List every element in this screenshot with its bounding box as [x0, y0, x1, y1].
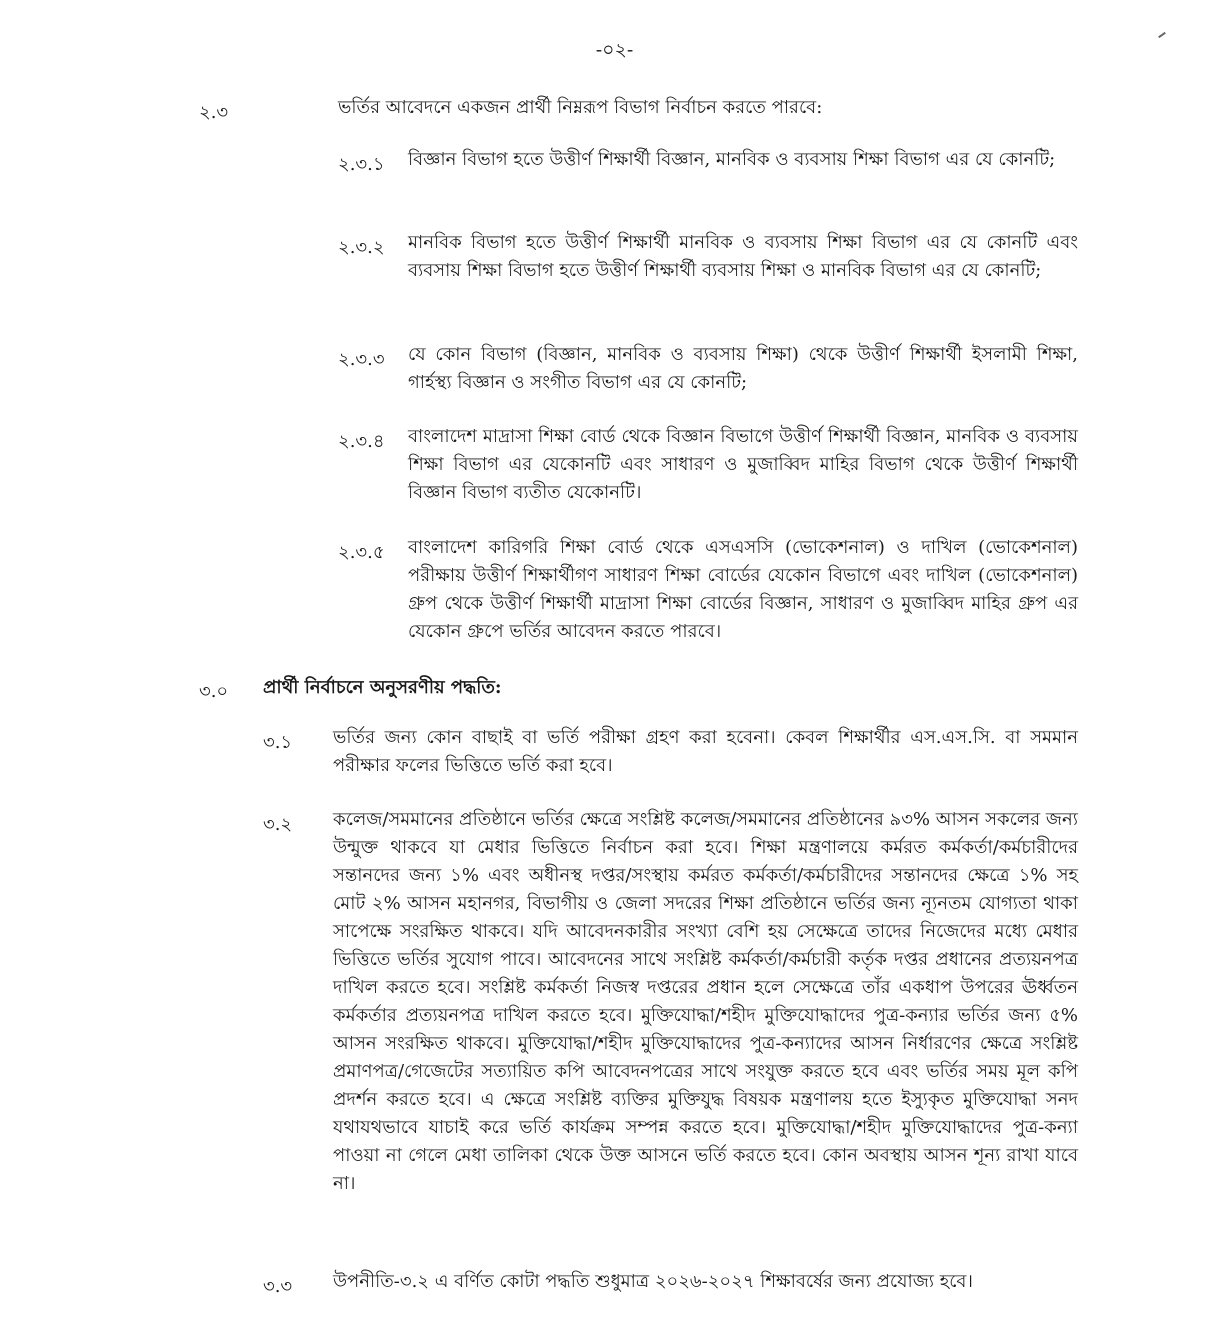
item-number: ২.৩.২ [338, 237, 385, 258]
item-text: উপনীতি-৩.২ এ বর্ণিত কোটা পদ্ধতি শুধুমাত্র ২০২৬-২০২৭ শিক্ষাবর্ষের জন্য প্রযোজ্য হবে। [333, 1271, 973, 1292]
item-number: ৩.২ [263, 814, 293, 835]
item-number: ২.৩.৪ [338, 431, 385, 452]
page-number: -০২- [595, 39, 634, 61]
section-text: ভর্তির আবেদনে একজন প্রার্থী নিম্নরূপ বিভাগ নির্বাচন করতে পারবে: [338, 97, 823, 118]
item-text: বিজ্ঞান বিভাগ হতে উত্তীর্ণ শিক্ষার্থী বিজ্ঞান, মানবিক ও ব্যবসায় শিক্ষা বিভাগ এর যে কোনটি; [408, 149, 1056, 170]
item-text: ভর্তির জন্য কোন বাছাই বা ভর্তি পরীক্ষা গ্রহণ করা হবেনা। কেবল শিক্ষার্থীর এস.এস.সি. বা সমমান পরীক্ষার ফলের ভিত্তিতে ভর্তি করা হবে। [333, 727, 1078, 776]
item-text: বাংলাদেশ কারিগরি শিক্ষা বোর্ড থেকে এসএসসি (ভোকেশনাল) ও দাখিল (ভোকেশনাল) পরীক্ষায় উত্তীর্ণ শিক্ষার্থীগণ সাধারণ শিক্ষা বোর্ডের যেকোন বিভাগে এবং দাখিল (ভোকেশনাল) গ্রুপ থেকে উত্তীর্ণ শিক্ষার্থী মাদ্রাসা শিক্ষা বোর্ডের বিজ্ঞান, সাধারণ ও মুজাব্বিদ মাহির গ্রুপ এর যেকোন গ্রুপে ভর্তির আবেদন করতে পারবে। [408, 537, 1078, 642]
item-text: মানবিক বিভাগ হতে উত্তীর্ণ শিক্ষার্থী মানবিক ও ব্যবসায় শিক্ষা বিভাগ এর যে কোনটি এবং ব্যবসায় শিক্ষা বিভাগ হতে উত্তীর্ণ শিক্ষার্থী ব্যবসায় শিক্ষা ও মানবিক বিভাগ এর যে কোনটি; [408, 232, 1078, 281]
section-heading: প্রার্থী নির্বাচনে অনুসরণীয় পদ্ধতি: [263, 677, 502, 698]
item-number: ২.৩.১ [338, 154, 385, 175]
item-number: ৩.১ [263, 732, 293, 753]
item-text: কলেজ/সমমানের প্রতিষ্ঠানে ভর্তির ক্ষেত্রে সংশ্লিষ্ট কলেজ/সমমানের প্রতিষ্ঠানের ৯৩% আসন সকলের জন্য উন্মুক্ত থাকবে যা মেধার ভিত্তিতে নির্বাচন করা হবে। শিক্ষা মন্ত্রণালয়ে কর্মরত কর্মকর্তা/কর্মচারীদের সন্তানদের জন্য ১% এবং অধীনস্থ দপ্তর/সংস্থায় কর্মরত কর্মকর্তা/কর্মচারীদের সন্তানদের ক্ষেত্রে ১% সহ মোট ২% আসন মহানগর, বিভাগীয় ও জেলা সদরের শিক্ষা প্রতিষ্ঠানে ভর্তির জন্য ন্যূনতম যোগ্যতা থাকা সাপেক্ষে সংরক্ষিত থাকবে। যদি আবেদনকারীর সংখ্যা বেশি হয় সেক্ষেত্রে তাদের নিজেদের মধ্যে মেধার ভিত্তিতে ভর্তির সুযোগ পাবে। আবেদনের সাথে সংশ্লিষ্ট কর্মকর্তা/কর্মচারী কর্তৃক দপ্তর প্রধানের প্রত্যয়নপত্র দাখিল করতে হবে। সংশ্লিষ্ট কর্মকর্তা নিজস্ব দপ্তরের প্রধান হলে সেক্ষেত্রে তাঁর একধাপ উপরের ঊর্ধ্বতন কর্মকর্তার প্রত্যয়নপত্র দাখিল করতে হবে। মুক্তিযোদ্ধা/শহীদ মুক্তিযোদ্ধাদের পুত্র-কন্যার ভর্তির জন্য ৫% আসন সংরক্ষিত থাকবে। মুক্তিযোদ্ধা/শহীদ মুক্তিযোদ্ধাদের পুত্র-কন্যাদের আসন নির্ধারণের ক্ষেত্রে সংশ্লিষ্ট প্রমাণপত্র/গেজেটের সত্যায়িত কপি আবেদনপত্রের সাথে সংযুক্ত করতে হবে এবং ভর্তির সময় মূল কপি প্রদর্শন করতে হবে। এ ক্ষেত্রে সংশ্লিষ্ট ব্যক্তির মুক্তিযুদ্ধ বিষয়ক মন্ত্রণালয় হতে ইস্যুকৃত মুক্তিযোদ্ধা সনদ যথাযথভাবে যাচাই করে ভর্তি কার্যক্রম সম্পন্ন করতে হবে। মুক্তিযোদ্ধা/শহীদ মুক্তিযোদ্ধাদের পুত্র-কন্যা পাওয়া না গেলে মেধা তালিকা থেকে উক্ত আসনে ভর্তি করতে হবে। কোন অবস্থায় আসন শূন্য রাখা যাবে না। [333, 809, 1078, 1194]
item-number: ৩.৩ [263, 1276, 293, 1297]
item-number: ২.৩.৫ [338, 542, 385, 563]
section-number: ৩.০ [199, 681, 229, 702]
item-number: ২.৩.৩ [338, 349, 385, 370]
section-number: ২.৩ [199, 102, 229, 123]
item-text: বাংলাদেশ মাদ্রাসা শিক্ষা বোর্ড থেকে বিজ্ঞান বিভাগে উত্তীর্ণ শিক্ষার্থী বিজ্ঞান, মানবিক ও ব্যবসায় শিক্ষা বিভাগ এর যেকোনটি এবং সাধারণ ও মুজাব্বিদ মাহির বিভাগ থেকে উত্তীর্ণ শিক্ষার্থী বিজ্ঞান বিভাগ ব্যতীত যেকোনটি। [408, 426, 1078, 503]
item-text: যে কোন বিভাগ (বিজ্ঞান, মানবিক ও ব্যবসায় শিক্ষা) থেকে উত্তীর্ণ শিক্ষার্থী ইসলামী শিক্ষা, গার্হস্থ্য বিজ্ঞান ও সংগীত বিভাগ এর যে কোনটি; [408, 344, 1078, 393]
